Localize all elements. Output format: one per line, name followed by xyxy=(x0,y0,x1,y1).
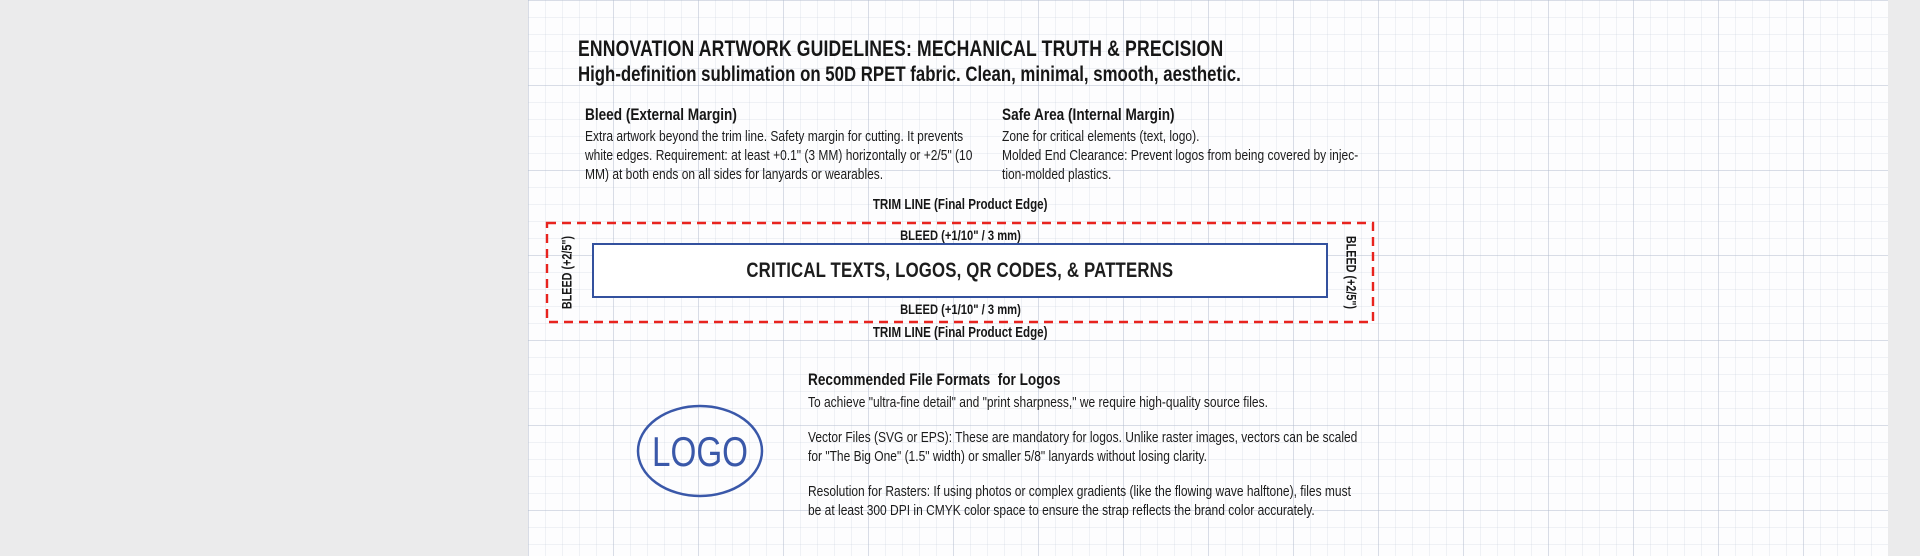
vector-files-paragraph xyxy=(808,428,1428,466)
vector-line: Vector Files (SVG or EPS): These are mandatory for logos. Unlike raster images, vectors can be scaled xyxy=(808,429,1358,446)
file-formats-intro xyxy=(808,393,1428,412)
safe-area-heading: Safe Area (Internal Margin) xyxy=(1002,105,1175,124)
logo-placeholder-ellipse xyxy=(633,402,767,500)
bleed-bottom-label: BLEED (+1/10" / 3 mm) xyxy=(899,301,1021,317)
safe-area-line: Zone for critical elements (text, logo). xyxy=(1002,128,1200,145)
page-subtitle: High-definition sublimation on 50D RPET fabric. Clean, minimal, smooth, aesthetic. xyxy=(578,63,1241,86)
intro-line: To achieve "ultra-fine detail" and "print sharpness," we require high-quality source files. xyxy=(808,394,1268,411)
bleed-line: white edges. Requirement: at least +0.1" (3 MM) horizontally or +2/5" (10 xyxy=(585,147,973,164)
raster-resolution-paragraph xyxy=(808,482,1428,520)
vector-line: for "The Big One" (1.5" width) or smaller 5/8" lanyards without losing clarity. xyxy=(808,448,1207,465)
bleed-top-label: BLEED (+1/10" / 3 mm) xyxy=(899,227,1021,243)
safe-area-line: tion-molded plastics. xyxy=(1002,166,1112,183)
file-formats-section xyxy=(808,369,1428,520)
logo-text: LOGO xyxy=(652,428,748,475)
raster-line: Resolution for Rasters: If using photos or complex gradients (like the flowing wave halftone), files must xyxy=(808,483,1351,500)
safe-area-guideline-column xyxy=(1002,104,1522,184)
trim-line-bottom-label: TRIM LINE (Final Product Edge) xyxy=(872,325,1048,341)
bleed-heading: Bleed (External Margin) xyxy=(585,105,737,124)
bleed-left-label: BLEED (+2/5") xyxy=(559,235,575,310)
bleed-line: MM) at both ends on all sides for lanyards or wearables. xyxy=(585,166,884,183)
safe-area-box xyxy=(592,243,1328,298)
title-block xyxy=(578,36,1406,87)
bleed-line: Extra artwork beyond the trim line. Safety margin for cutting. It prevents xyxy=(585,128,964,145)
page-title: ENNOVATION ARTWORK GUIDELINES: MECHANICAL TRUTH & PRECISION xyxy=(578,36,1224,61)
bleed-right-label: BLEED (+2/5") xyxy=(1343,235,1359,310)
raster-line: be at least 300 DPI in CMYK color space to ensure the strap reflects the brand color accurately. xyxy=(808,502,1315,519)
critical-zone-text: CRITICAL TEXTS, LOGOS, QR CODES, & PATTERNS xyxy=(746,258,1174,282)
trim-line-top-label: TRIM LINE (Final Product Edge) xyxy=(872,197,1048,213)
file-formats-heading: Recommended File Formats for Logos xyxy=(808,370,1061,389)
safe-area-line: Molded End Clearance: Prevent logos from being covered by injec- xyxy=(1002,147,1359,164)
